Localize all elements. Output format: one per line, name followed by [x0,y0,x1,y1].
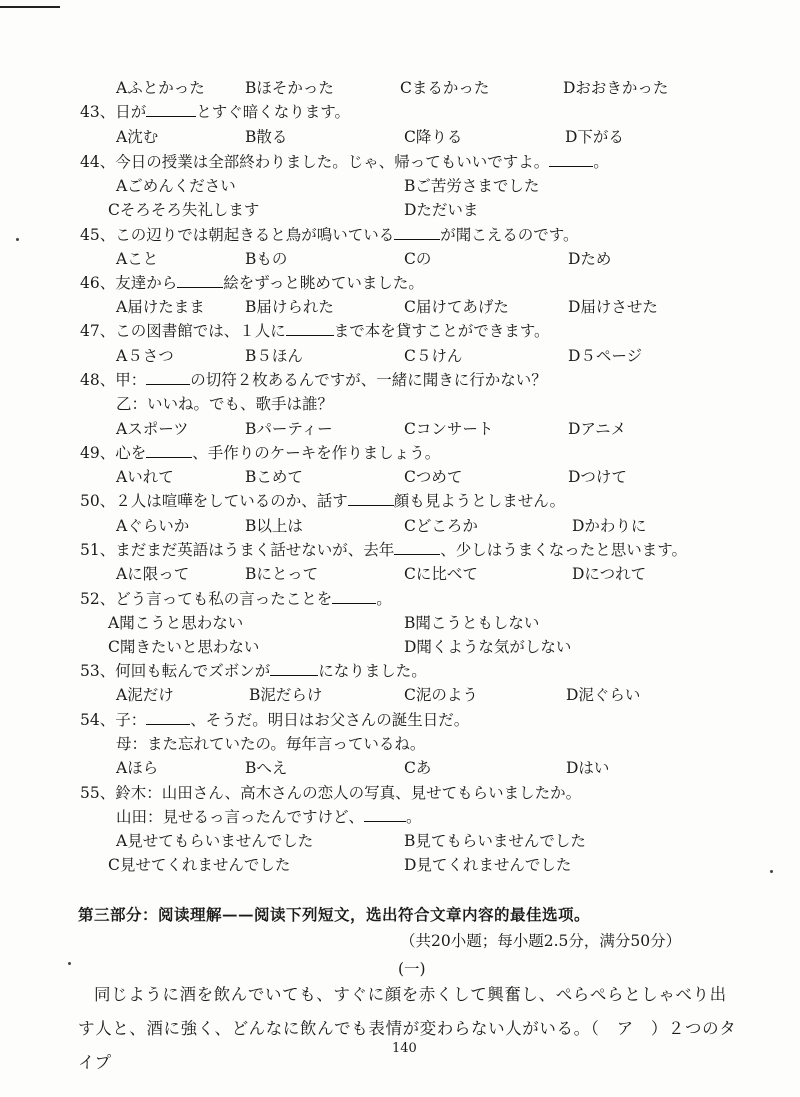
passage-number: (一) [398,960,426,978]
q54-option-a[interactable]: Aほら [116,759,159,777]
q53-option-c[interactable]: C泥のよう [404,686,478,704]
q54-option-d[interactable]: Dはい [566,759,610,777]
q44-option-c[interactable]: Cそろそろ失礼します [108,201,260,219]
q43-option-b[interactable]: B散る [245,128,288,146]
q47-option-d[interactable]: D５ページ [568,347,643,365]
q50-option-b[interactable]: B以上は [245,517,303,535]
q52-option-c[interactable]: C聞きたいと思わない [108,638,260,656]
question-48-reply: 乙：いいね。でも、歌手は誰？ [116,395,334,413]
q55-option-c[interactable]: C見せてくれませんでした [108,856,291,874]
question-44: 44、今日の授業は全部終わりました。じゃ、帰ってもいいですよ。 。 [80,153,609,171]
q44-option-b[interactable]: Bご苦労さまでした [404,177,540,195]
scan-speck [68,962,71,965]
q43-option-a[interactable]: A沈む [116,128,159,146]
q51-option-d[interactable]: Dにつれて [572,565,647,583]
q51-option-b[interactable]: Bにとって [245,565,319,583]
q42-option-c[interactable]: Cまるかった [400,79,490,97]
q55-option-d[interactable]: D見てくれませんでした [404,856,572,874]
q50-option-d[interactable]: Dかわりに [572,517,647,535]
q50-option-a[interactable]: Aぐらいか [116,517,190,535]
question-48: 48、甲： の切符２枚あるんですが、一緒に聞きに行かない？ [80,371,547,389]
q42-option-b[interactable]: Bほそかった [245,79,334,97]
question-46: 46、友達から 絵をずっと眺めていました。 [80,274,424,292]
q53-option-a[interactable]: A泥だけ [116,686,174,704]
q48-option-a[interactable]: Aスポーツ [116,420,189,438]
q46-option-d[interactable]: D届けさせた [568,298,658,316]
q54-option-c[interactable]: Cあ [404,759,432,777]
question-55: 55、鈴木：山田さん、高木さんの恋人の写真、見せてもらいましたか。 [80,784,582,802]
q48-option-c[interactable]: Cコンサート [404,420,494,438]
section-3-score-note: （共20小题；每小题2.5分，满分50分） [400,932,682,950]
q43-option-c[interactable]: C降りる [404,128,463,146]
question-54: 54、子： 、そうだ。明日はお父さんの誕生日だ。 [80,711,470,729]
q47-option-a[interactable]: A５さつ [116,347,174,365]
q55-option-b[interactable]: B見てもらいませんでした [404,832,586,850]
q51-option-c[interactable]: Cに比べて [404,565,478,583]
page-number: 140 [392,1041,417,1056]
question-54-reply: 母：また忘れていたの。毎年言っているね。 [116,735,426,753]
q46-option-a[interactable]: A届けたまま [116,298,205,316]
q46-option-c[interactable]: C届けてあげた [404,298,509,316]
question-50: 50、２人は喧嘩をしているのか、話す 顔も見ようとしません。 [80,492,566,510]
q49-option-b[interactable]: Bこめて [245,468,303,486]
q46-option-b[interactable]: B届けられた [245,298,334,316]
q54-option-b[interactable]: Bへえ [245,759,288,777]
passage-paragraph: 同じように酒を飲んでいても、すぐに顔を赤くして興奮し、ぺらぺらとしゃべり出す人と、酒に強く、どんなに飲んでも表情が変わらない人がいる。（ ア ）２つのタイプ [78,985,737,1072]
q55-option-a[interactable]: A見せてもらいませんでした [116,832,314,850]
q44-option-a[interactable]: Aごめんください [116,177,236,195]
q49-option-a[interactable]: Aいれて [116,468,174,486]
question-55-reply: 山田：見せるっ言ったんですけど、 。 [116,808,422,826]
scan-speck [770,870,773,873]
q47-option-c[interactable]: C５けん [404,347,463,365]
q52-option-a[interactable]: A聞こうと思わない [108,614,244,632]
question-43: 43、日が とすぐ暗くなります。 [80,103,351,121]
question-49: 49、心を 、手作りのケーキを作りましょう。 [80,444,441,462]
q45-option-a[interactable]: Aこと [116,250,159,268]
q48-option-b[interactable]: Bパーティー [245,420,333,438]
q42-option-a[interactable]: Aふとかった [116,79,205,97]
q45-option-c[interactable]: Cの [404,250,432,268]
scan-edge-mark [0,6,60,8]
q49-option-c[interactable]: Cつめて [404,468,463,486]
q51-option-a[interactable]: Aに限って [116,565,190,583]
q45-option-d[interactable]: Dため [568,250,612,268]
q53-option-d[interactable]: D泥ぐらい [566,686,641,704]
q52-option-d[interactable]: D聞くような気がしない [404,638,572,656]
q48-option-d[interactable]: Dアニメ [568,420,627,438]
question-47: 47、この図書館では、１人に まで本を貸すことができます。 [80,322,550,340]
q50-option-c[interactable]: Cどころか [404,517,478,535]
question-51: 51、まだまだ英語はうまく話せないが、去年 、少しはうまくなったと思います。 [80,541,688,559]
q42-option-d[interactable]: Dおおきかった [563,79,669,97]
question-45: 45、この辺りでは朝起きると鳥が鳴いている が聞こえるのです。 [80,226,579,244]
scan-speck [16,238,19,241]
q43-option-d[interactable]: D下がる [565,128,624,146]
q44-option-d[interactable]: Dただいま [404,201,479,219]
question-52: 52、どう言っても私の言ったことを 。 [80,590,392,608]
q49-option-d[interactable]: Dつけて [568,468,627,486]
section-3-title: 第三部分：阅读理解——阅读下列短文，选出符合文章内容的最佳选项。 [78,905,591,924]
question-53: 53、何回も転んでズボンが になりました。 [80,662,427,680]
q52-option-b[interactable]: B聞こうともしない [404,614,540,632]
q45-option-b[interactable]: Bもの [245,250,288,268]
q53-option-b[interactable]: B泥だらけ [249,686,323,704]
q47-option-b[interactable]: B５ほん [245,347,303,365]
